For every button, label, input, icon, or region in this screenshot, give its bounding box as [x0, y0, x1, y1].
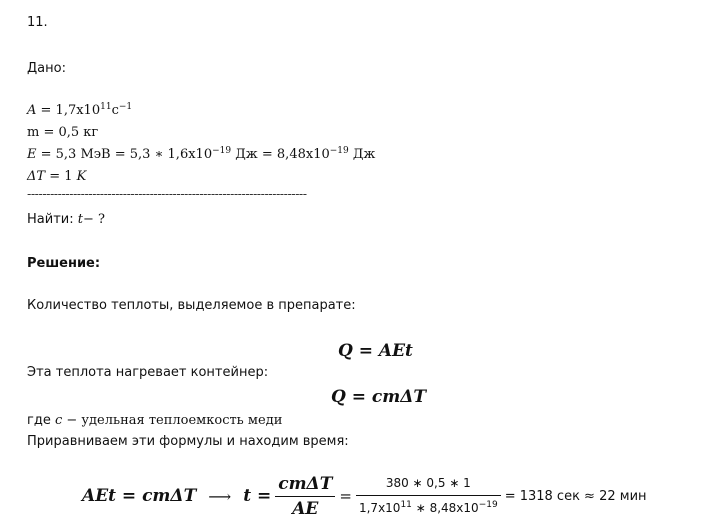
- separator-line: -------------------------------------------------------------------------: [27, 187, 307, 201]
- heat-description: Количество теплоты, выделяемое в препарате:: [27, 298, 356, 313]
- numeric-denominator: [356, 498, 501, 520]
- denominator-energy-exponent: −19: [478, 499, 498, 510]
- symbolic-numerator: cmΔT: [278, 473, 333, 494]
- denominator-activity-exponent: 11: [400, 499, 412, 510]
- equals-sign: =: [339, 487, 352, 505]
- fraction-bar: [356, 495, 501, 496]
- activity-unit: c: [111, 103, 119, 118]
- temperature-value: = 1: [45, 169, 77, 184]
- given-temperature: [27, 169, 86, 185]
- numeric-numerator: 380 ∗ 0,5 ∗ 1: [385, 475, 471, 490]
- note-prefix: где: [27, 413, 55, 428]
- temperature-unit: K: [76, 169, 87, 184]
- container-description: Эта теплота нагревает контейнер:: [27, 365, 269, 380]
- denominator-energy: ∗ 8,48x10: [411, 500, 479, 515]
- note-variable: c: [54, 413, 63, 428]
- time-equals: t =: [243, 486, 272, 506]
- temperature-symbol: ΔT: [27, 169, 46, 184]
- energy-exponent2: −19: [329, 146, 349, 156]
- activity-exponent: 11: [100, 102, 112, 112]
- problem-number: 11.: [27, 15, 48, 30]
- arrow-symbol: ⟶: [208, 486, 232, 506]
- symbolic-denominator: AE: [292, 498, 319, 519]
- given-mass: m = 0,5 кг: [27, 125, 99, 140]
- fraction-bar: [275, 496, 335, 497]
- formula-heat-absorbed: Q = cmΔT: [331, 387, 427, 407]
- given-heading: Дано:: [27, 61, 66, 76]
- symbolic-fraction: [275, 474, 335, 519]
- given-energy: [27, 147, 375, 164]
- activity-symbol: A: [27, 103, 37, 118]
- find-rest: − ?: [82, 212, 105, 227]
- energy-part3: Дж: [348, 147, 376, 162]
- find-label: Найти:: [27, 212, 78, 227]
- equate-description: Приравниваем эти формулы и находим время:: [27, 434, 349, 449]
- given-activity: [27, 103, 132, 120]
- energy-part2: Дж = 8,48x10: [231, 147, 330, 162]
- specific-heat-note: [27, 413, 282, 429]
- final-result: = 1318 сек ≈ 22 мин: [504, 488, 647, 504]
- note-rest: − удельная теплоемкость меди: [62, 413, 283, 428]
- energy-exponent1: −19: [212, 146, 232, 156]
- find-line: [27, 212, 105, 228]
- final-equation: [82, 470, 647, 522]
- formula-heat-released: Q = AEt: [338, 341, 413, 361]
- numeric-fraction: [356, 473, 501, 520]
- energy-part1: = 5,3 МэВ = 5,3 ∗ 1,6x10: [36, 147, 213, 162]
- energy-symbol: E: [27, 147, 37, 162]
- denominator-activity: 1,7x10: [358, 500, 401, 515]
- solution-heading: Решение:: [27, 256, 101, 271]
- activity-value: = 1,7x10: [36, 103, 101, 118]
- activity-unit-exponent: −1: [118, 102, 133, 112]
- find-variable: t: [77, 212, 83, 227]
- final-lhs: AEt = cmΔT: [82, 486, 197, 506]
